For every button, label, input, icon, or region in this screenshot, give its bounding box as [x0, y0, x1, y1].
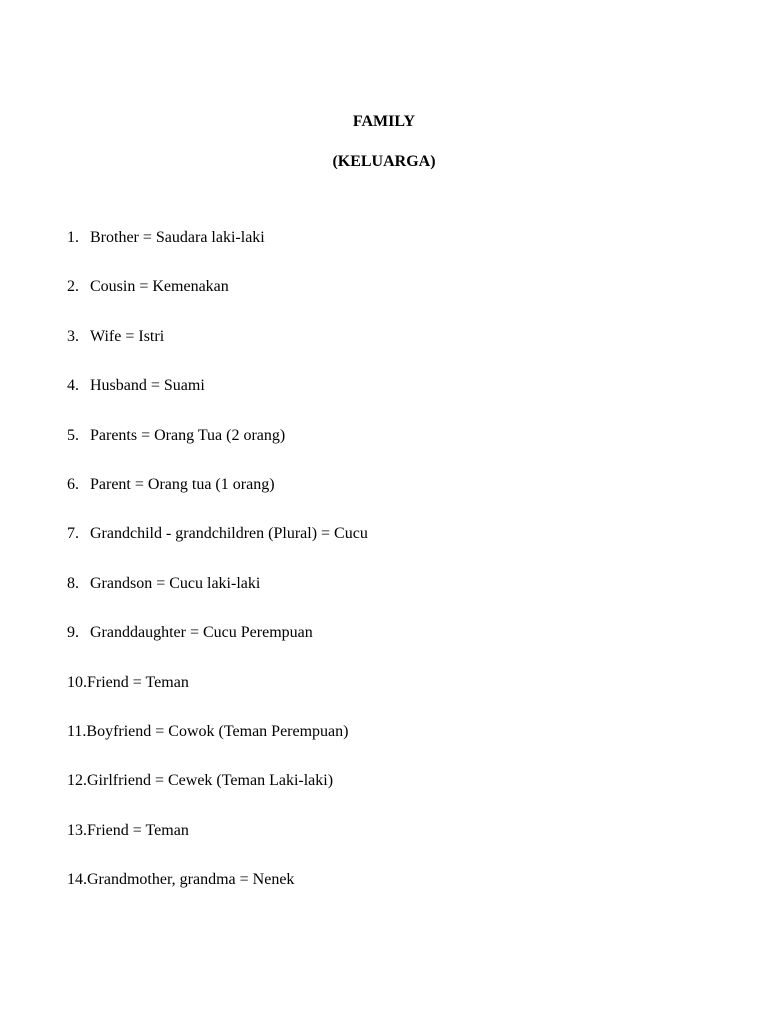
item-number: 6. [67, 475, 79, 493]
list-item [67, 623, 368, 672]
list-item [67, 524, 368, 573]
list-item [67, 673, 368, 722]
item-text: Wife = Istri [90, 327, 165, 345]
item-text: Cousin = Kemenakan [90, 278, 229, 296]
list-item [67, 426, 368, 475]
item-text: Granddaughter = Cucu Perempuan [90, 624, 313, 642]
item-text: Parent = Orang tua (1 orang) [90, 475, 275, 493]
item-text: Husband = Suami [90, 377, 205, 395]
item-number: 7. [67, 525, 79, 543]
list-item [67, 277, 368, 326]
item-number: 12. [67, 772, 87, 790]
item-text: Friend = Teman [87, 673, 189, 691]
list-item [67, 376, 368, 425]
list-item [67, 722, 368, 771]
list-item [67, 228, 368, 277]
item-text: Boyfriend = Cowok (Teman Perempuan) [86, 722, 349, 740]
vocabulary-list [67, 228, 368, 919]
item-text: Grandmother, grandma = Nenek [87, 871, 295, 889]
item-text: Friend = Teman [87, 821, 189, 839]
item-number: 4. [67, 377, 79, 395]
item-number: 5. [67, 426, 79, 444]
item-number: 8. [67, 574, 79, 592]
item-number: 1. [67, 229, 79, 246]
item-text: Grandchild - grandchildren (Plural) = Cucu [90, 525, 368, 543]
document-title: FAMILY [352, 113, 416, 130]
item-number: 13. [67, 821, 87, 839]
item-text: Parents = Orang Tua (2 orang) [90, 426, 286, 444]
item-text: Brother = Saudara laki-laki [90, 229, 265, 246]
item-number: 10. [67, 673, 87, 691]
item-number: 3. [67, 327, 79, 345]
item-number: 2. [67, 278, 79, 296]
list-item [67, 771, 368, 820]
list-item [67, 574, 368, 623]
item-text: Girlfriend = Cewek (Teman Laki-laki) [87, 772, 334, 790]
item-number: 11. [67, 722, 87, 740]
list-item [67, 821, 368, 870]
list-item [67, 870, 368, 919]
list-item [67, 327, 368, 376]
document-subtitle: (KELUARGA) [332, 153, 436, 170]
item-number: 9. [67, 624, 79, 642]
item-text: Grandson = Cucu laki-laki [90, 574, 261, 592]
item-number: 14. [67, 871, 87, 889]
list-item [67, 475, 368, 524]
